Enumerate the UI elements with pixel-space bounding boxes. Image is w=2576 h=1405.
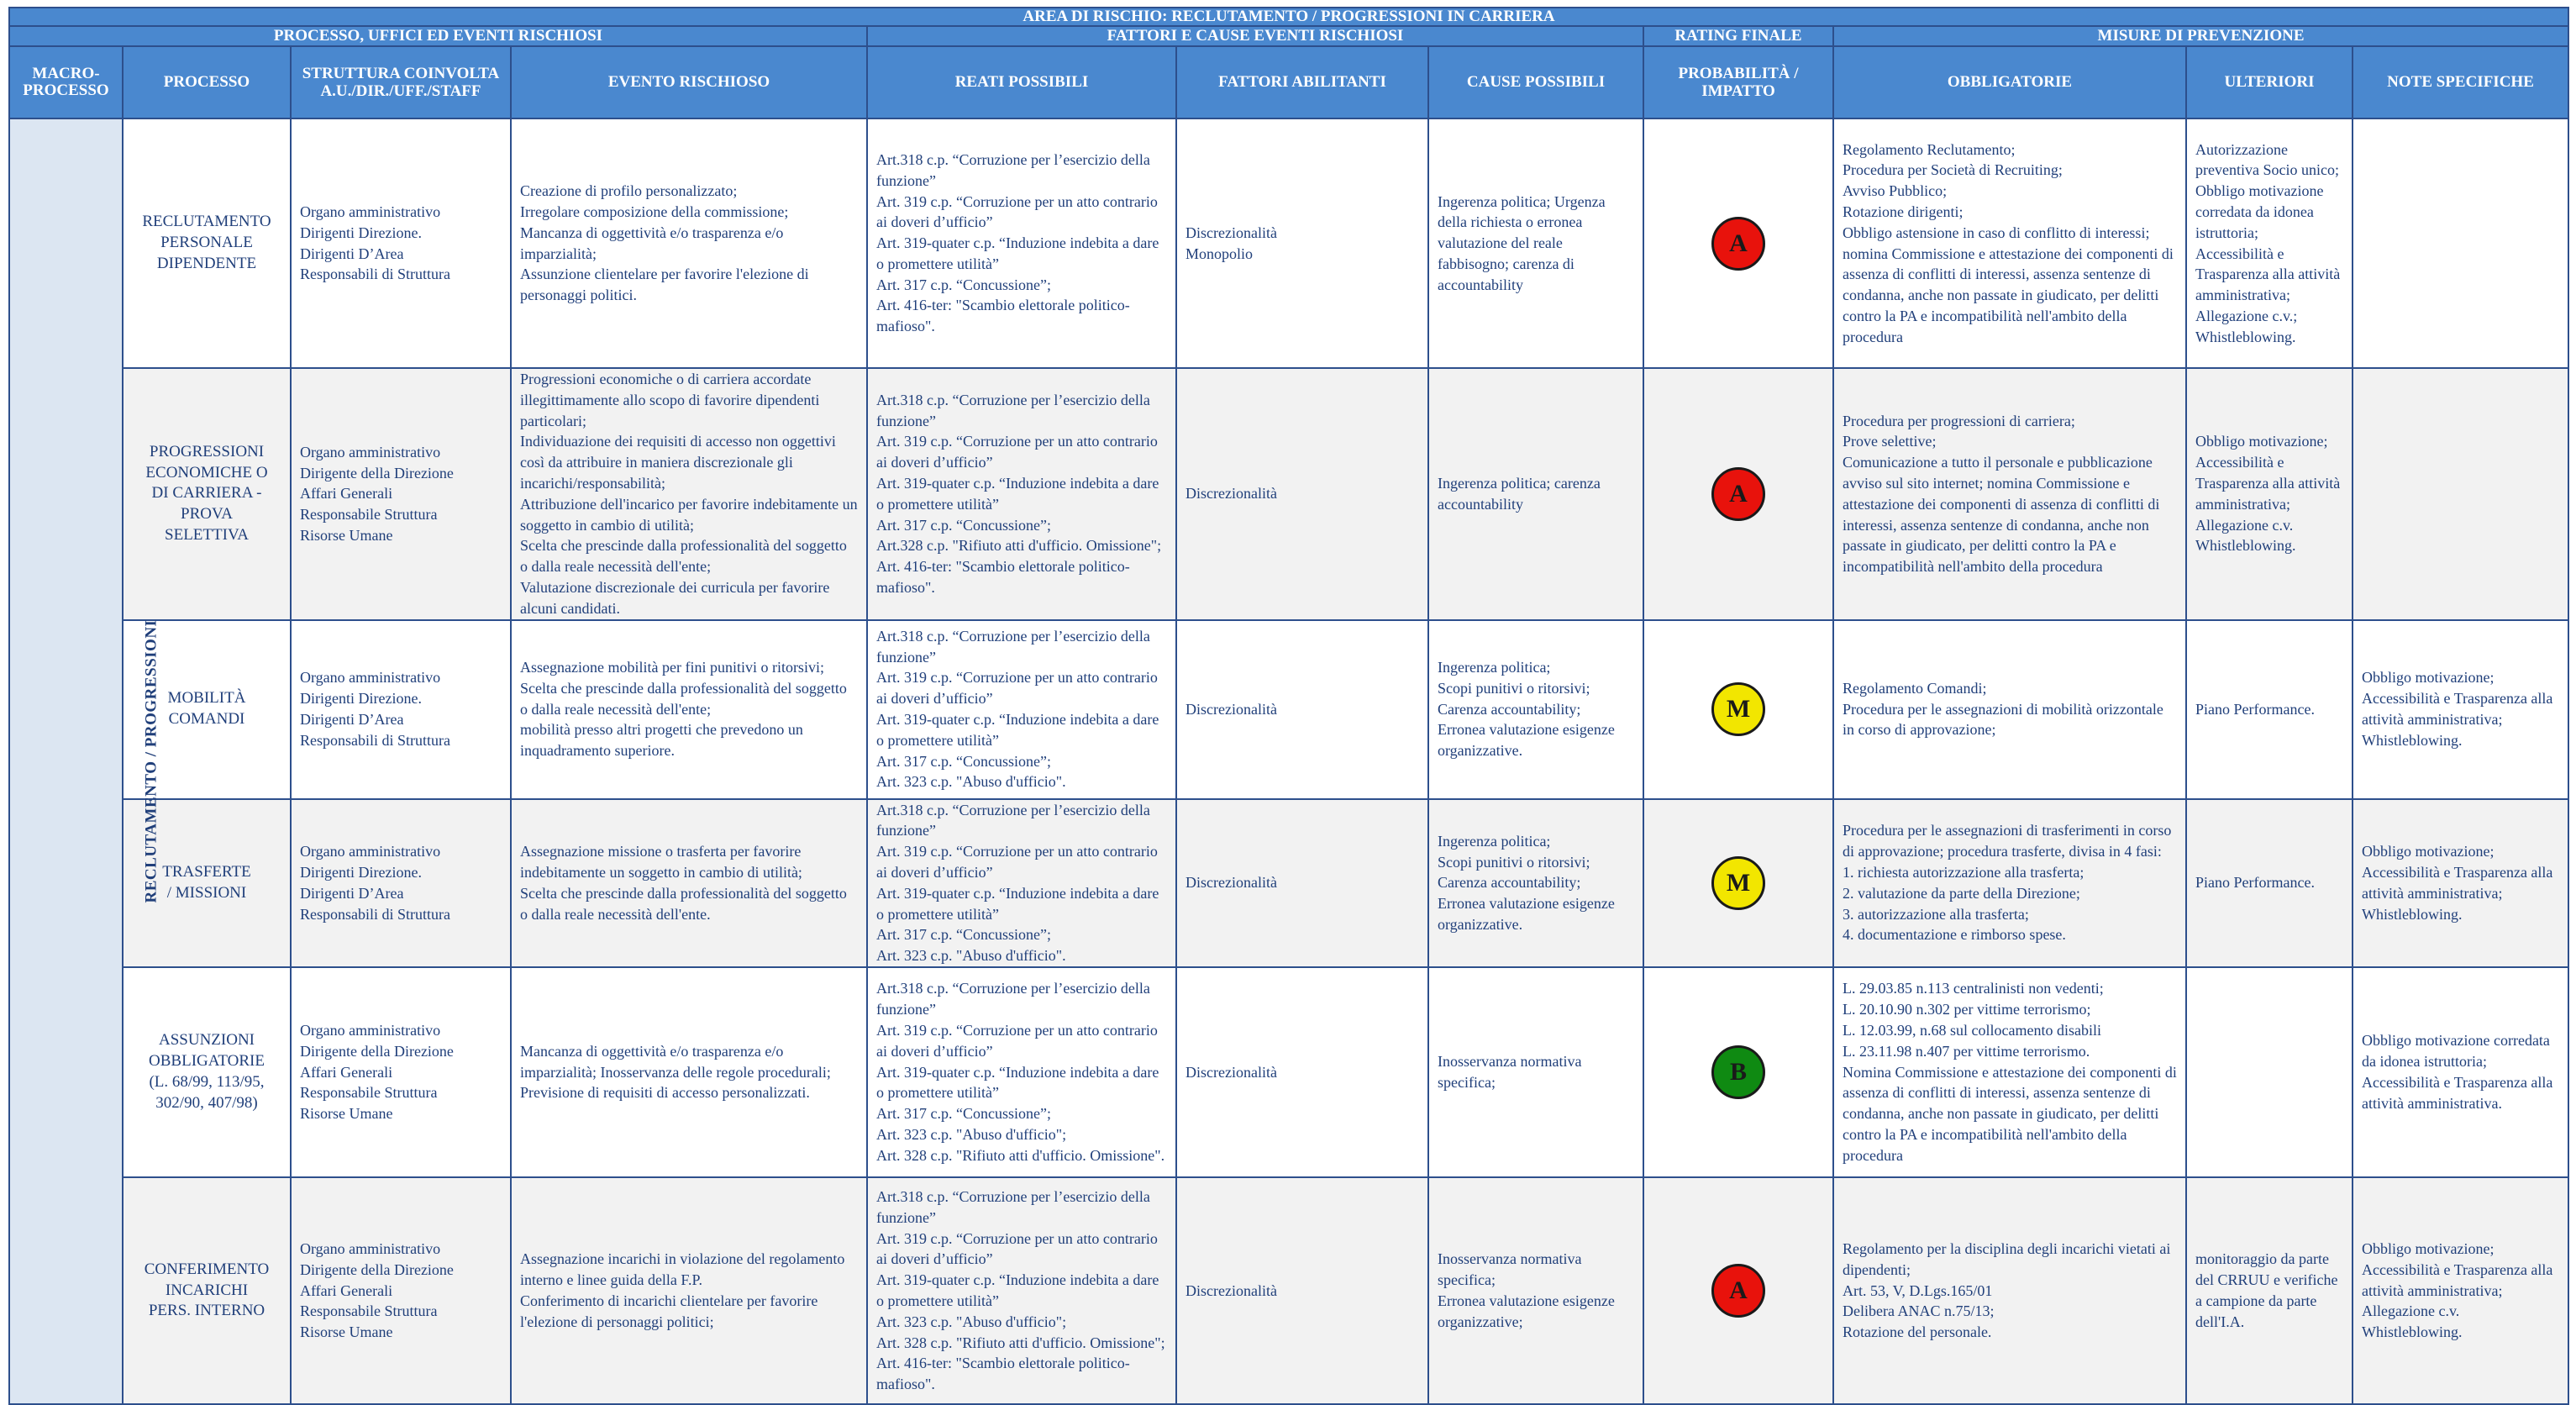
rating-cell <box>1643 799 1833 967</box>
process-name: MOBILITÀ COMANDI <box>123 620 291 799</box>
rating-cell <box>1643 967 1833 1177</box>
process-name: TRASFERTE / MISSIONI <box>123 799 291 967</box>
cause-cell: Ingerenza politica; Scopi punitivi o ritorsivi; Carenza accountability; Erronea valutazione esigenze organizzative. <box>1428 799 1643 967</box>
obbligatorie-cell: Regolamento Comandi; Procedura per le assegnazioni di mobilità orizzontale in corso di approvazione; <box>1833 620 2186 799</box>
column-header-ulteriori: ULTERIORI <box>2186 46 2353 118</box>
ulteriori-cell: Obbligo motivazione; Accessibilità e Trasparenza alla attività amministrativa; Allegazione c.v. Whistleblowing. <box>2186 368 2353 620</box>
obbligatorie-cell: Procedura per le assegnazioni di trasferimenti in corso di approvazione; procedura trasferte, divisa in 4 fasi: 1. richiesta autorizzazione alla trasferta; 2. valutazione da parte della Direzione; 3. autorizzazione alla trasferta; 4. documentazione e rimborso spese. <box>1833 799 2186 967</box>
note-cell <box>2353 368 2568 620</box>
rating-cell <box>1643 118 1833 368</box>
fattori-cell: Discrezionalità <box>1176 620 1428 799</box>
rating-badge: B <box>1711 1045 1765 1099</box>
note-cell <box>2353 118 2568 368</box>
rating-badge: M <box>1711 856 1765 910</box>
fattori-cell: Discrezionalità <box>1176 799 1428 967</box>
struttura-cell: Organo amministrativo Dirigente della Direzione Affari Generali Responsabile Struttura Risorse Umane <box>291 967 511 1177</box>
process-name: RECLUTAMENTO PERSONALE DIPENDENTE <box>123 118 291 368</box>
reati-cell: Art.318 c.p. “Corruzione per l’esercizio della funzione” Art. 319 c.p. “Corruzione per un atto contrario ai doveri d’ufficio” Art. 319-quater c.p. “Induzione indebita a dare o promettere utilità” Art. 317 c.p. “Concussione”; Art. 416-ter: "Scambio elettorale politico-mafioso". <box>867 118 1176 368</box>
note-cell: Obbligo motivazione; Accessibilità e Trasparenza alla attività amministrativa; Whistleblowing. <box>2353 620 2568 799</box>
ulteriori-cell: Piano Performance. <box>2186 799 2353 967</box>
cause-cell: Ingerenza politica; Scopi punitivi o ritorsivi; Carenza accountability; Erronea valutazione esigenze organizzative. <box>1428 620 1643 799</box>
group-misure-header: MISURE DI PREVENZIONE <box>1833 26 2568 46</box>
column-header-reati: REATI POSSIBILI <box>867 46 1176 118</box>
process-name: PROGRESSIONI ECONOMICHE O DI CARRIERA - PROVA SELETTIVA <box>123 368 291 620</box>
column-header-cause: CAUSE POSSIBILI <box>1428 46 1643 118</box>
note-cell: Obbligo motivazione corredata da idonea istruttoria; Accessibilità e Trasparenza alla attività amministrativa. <box>2353 967 2568 1177</box>
risk-table <box>8 7 2569 1405</box>
cause-cell: Inosservanza normativa specifica; Erronea valutazione esigenze organizzative; <box>1428 1177 1643 1404</box>
ulteriori-cell: Autorizzazione preventiva Socio unico; Obbligo motivazione corredata da idonea istruttoria; Accessibilità e Trasparenza alla attività amministrativa; Allegazione c.v.; Whistleblowing. <box>2186 118 2353 368</box>
evento-cell: Assegnazione incarichi in violazione del regolamento interno e linee guida della F.P. Conferimento di incarichi clientelare per favorire l'elezione di personaggi politici; <box>511 1177 867 1404</box>
column-header-fattori: FATTORI ABILITANTI <box>1176 46 1428 118</box>
fattori-cell: Discrezionalità <box>1176 967 1428 1177</box>
process-name: CONFERIMENTO INCARICHI PERS. INTERNO <box>123 1177 291 1404</box>
reati-cell: Art.318 c.p. “Corruzione per l’esercizio della funzione” Art. 319 c.p. “Corruzione per un atto contrario ai doveri d’ufficio” Art. 319-quater c.p. “Induzione indebita a dare o promettere utilità” Art. 317 c.p. “Concussione”; Art. 323 c.p. "Abuso d'ufficio". <box>867 799 1176 967</box>
table-row <box>9 118 2568 368</box>
struttura-cell: Organo amministrativo Dirigenti Direzione. Dirigenti D’Area Responsabili di Struttura <box>291 799 511 967</box>
reati-cell: Art.318 c.p. “Corruzione per l’esercizio della funzione” Art. 319 c.p. “Corruzione per un atto contrario ai doveri d’ufficio” Art. 319-quater c.p. “Induzione indebita a dare o promettere utilità” Art. 317 c.p. “Concussione”; Art. 323 c.p. "Abuso d'ufficio"; Art. 328 c.p. "Rifiuto atti d'ufficio. Omissione". <box>867 967 1176 1177</box>
table-row <box>9 967 2568 1177</box>
evento-cell: Creazione di profilo personalizzato; Irregolare composizione della commissione; Mancanza di oggettività e/o trasparenza e/o imparzialità; Assunzione clientelare per favorire l'elezione di personaggi politici. <box>511 118 867 368</box>
evento-cell: Assegnazione mobilità per fini punitivi o ritorsivi; Scelta che prescinde dalla professionalità del soggetto o dalla reale necessità dell'ente; mobilità presso altri progetti che prevedono un inquadramento superiore. <box>511 620 867 799</box>
process-name: ASSUNZIONI OBBLIGATORIE (L. 68/99, 113/95, 302/90, 407/98) <box>123 967 291 1177</box>
rating-cell <box>1643 1177 1833 1404</box>
cause-cell: Inosservanza normativa specifica; <box>1428 967 1643 1177</box>
rating-badge: M <box>1711 682 1765 736</box>
column-header-processo: PROCESSO <box>123 46 291 118</box>
group-rating-header: RATING FINALE <box>1643 26 1833 46</box>
obbligatorie-cell: L. 29.03.85 n.113 centralinisti non vedenti; L. 20.10.90 n.302 per vittime terrorismo; L. 12.03.99, n.68 sul collocamento disabili L. 23.11.98 n.407 per vittime terrorismo. Nomina Commissione e attestazione dei componenti di assenza di conflitti di interessi, assenza sentenze di condanna, anche non passate in giudicato, per delitti contro la PA e incompatibilità nell'ambito della procedura <box>1833 967 2186 1177</box>
macro-process-label: RECLUTAMENTO / PROGRESSIONI <box>142 619 160 903</box>
fattori-cell: Discrezionalità Monopolio <box>1176 118 1428 368</box>
table-row <box>9 1177 2568 1404</box>
obbligatorie-cell: Regolamento Reclutamento; Procedura per Società di Recruiting; Avviso Pubblico; Rotazione dirigenti; Obbligo astensione in caso di conflitto di interessi; nomina Commissione e attestazione dei componenti di assenza di conflitti di interessi, assenza sentenze di condanna, anche non passate in giudicato, per delitti contro la PA e incompatibilità nell'ambito della procedura <box>1833 118 2186 368</box>
evento-cell: Progressioni economiche o di carriera accordate illegittimamente allo scopo di favorire dipendenti particolari; Individuazione dei requisiti di accesso non oggettivi così da attribuire in maniera discrezionale gli incarichi/responsabilità; Attribuzione dell'incarico per favorire indebitamente un soggetto in cambio di utilità; Scelta che prescinde dalla professionalità del soggetto o dalla reale necessità dell'ente; Valutazione discrezionale dei curricula per favorire alcuni candidati. <box>511 368 867 620</box>
struttura-cell: Organo amministrativo Dirigente della Direzione Affari Generali Responsabile Struttura Risorse Umane <box>291 368 511 620</box>
column-header-struttura: STRUTTURA COINVOLTA A.U./DIR./UFF./STAFF <box>291 46 511 118</box>
column-header-probabilita: PROBABILITÀ / IMPATTO <box>1643 46 1833 118</box>
struttura-cell: Organo amministrativo Dirigenti Direzione. Dirigenti D’Area Responsabili di Struttura <box>291 118 511 368</box>
macro-process-cell <box>9 118 160 1404</box>
table-row <box>9 368 2568 620</box>
table-row <box>9 620 2568 799</box>
rating-badge: A <box>1711 1264 1765 1318</box>
fattori-cell: Discrezionalità <box>1176 368 1428 620</box>
table-row <box>9 799 2568 967</box>
reati-cell: Art.318 c.p. “Corruzione per l’esercizio della funzione” Art. 319 c.p. “Corruzione per un atto contrario ai doveri d’ufficio” Art. 319-quater c.p. “Induzione indebita a dare o promettere utilità” Art. 323 c.p. "Abuso d'ufficio"; Art. 328 c.p. "Rifiuto atti d'ufficio. Omissione"; Art. 416-ter: "Scambio elettorale politico-mafioso". <box>867 1177 1176 1404</box>
cause-cell: Ingerenza politica; Urgenza della richiesta o erronea valutazione del reale fabbisogno; carenza di accountability <box>1428 118 1643 368</box>
reati-cell: Art.318 c.p. “Corruzione per l’esercizio della funzione” Art. 319 c.p. “Corruzione per un atto contrario ai doveri d’ufficio” Art. 319-quater c.p. “Induzione indebita a dare o promettere utilità” Art. 317 c.p. “Concussione”; Art. 323 c.p. "Abuso d'ufficio". <box>867 620 1176 799</box>
group-fattori-header: FATTORI E CAUSE EVENTI RISCHIOSI <box>867 26 1643 46</box>
column-header-obbligatorie: OBBLIGATORIE <box>1833 46 2186 118</box>
rating-cell <box>1643 368 1833 620</box>
obbligatorie-cell: Regolamento per la disciplina degli incarichi vietati ai dipendenti; Art. 53, V, D.Lgs.165/01 Delibera ANAC n.75/13; Rotazione del personale. <box>1833 1177 2186 1404</box>
ulteriori-cell: Piano Performance. <box>2186 620 2353 799</box>
note-cell: Obbligo motivazione; Accessibilità e Trasparenza alla attività amministrativa; Allegazione c.v. Whistleblowing. <box>2353 1177 2568 1404</box>
group-processo-header: PROCESSO, UFFICI ED EVENTI RISCHIOSI <box>9 26 867 46</box>
column-header-note: NOTE SPECIFICHE <box>2353 46 2568 118</box>
table-title: AREA DI RISCHIO: RECLUTAMENTO / PROGRESSIONI IN CARRIERA <box>9 8 2568 26</box>
column-header-evento: EVENTO RISCHIOSO <box>511 46 867 118</box>
column-header-macro: MACRO-PROCESSO <box>9 46 123 118</box>
fattori-cell: Discrezionalità <box>1176 1177 1428 1404</box>
note-cell: Obbligo motivazione; Accessibilità e Trasparenza alla attività amministrativa; Whistleblowing. <box>2353 799 2568 967</box>
cause-cell: Ingerenza politica; carenza accountability <box>1428 368 1643 620</box>
obbligatorie-cell: Procedura per progressioni di carriera; Prove selettive; Comunicazione a tutto il personale e pubblicazione avviso sul sito internet; nomina Commissione e attestazione dei componenti di assenza di conflitti di interessi, assenza sentenze di condanna, anche non passate in giudicato, per delitti contro la PA e incompatibilità nell'ambito della procedura <box>1833 368 2186 620</box>
evento-cell: Assegnazione missione o trasferta per favorire indebitamente un soggetto in cambio di utilità; Scelta che prescinde dalla professionalità del soggetto o dalla reale necessità dell'ente. <box>511 799 867 967</box>
ulteriori-cell: monitoraggio da parte del CRRUU e verifiche a campione da parte dell'I.A. <box>2186 1177 2353 1404</box>
evento-cell: Mancanza di oggettività e/o trasparenza e/o imparzialità; Inosservanza delle regole procedurali; Previsione di requisiti di accesso personalizzati. <box>511 967 867 1177</box>
struttura-cell: Organo amministrativo Dirigente della Direzione Affari Generali Responsabile Struttura Risorse Umane <box>291 1177 511 1404</box>
rating-badge: A <box>1711 217 1765 271</box>
ulteriori-cell <box>2186 967 2353 1177</box>
reati-cell: Art.318 c.p. “Corruzione per l’esercizio della funzione” Art. 319 c.p. “Corruzione per un atto contrario ai doveri d’ufficio” Art. 319-quater c.p. “Induzione indebita a dare o promettere utilità” Art. 317 c.p. “Concussione”; Art.328 c.p. "Rifiuto atti d'ufficio. Omissione"; Art. 416-ter: "Scambio elettorale politico-mafioso". <box>867 368 1176 620</box>
rating-cell <box>1643 620 1833 799</box>
struttura-cell: Organo amministrativo Dirigenti Direzione. Dirigenti D’Area Responsabili di Struttura <box>291 620 511 799</box>
rating-badge: A <box>1711 467 1765 521</box>
